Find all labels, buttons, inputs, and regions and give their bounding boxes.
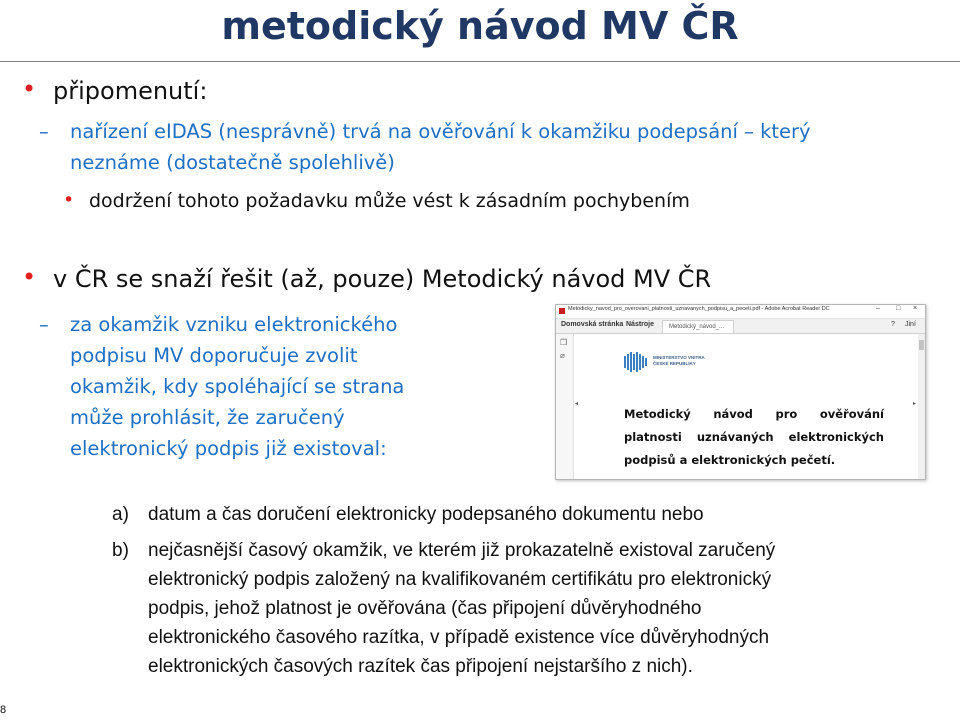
bullet-dot-icon: • — [22, 263, 37, 291]
dash-line: elektronický podpis již existoval: — [70, 437, 387, 460]
dash-line: podpisu MV doporučuje zvolit — [70, 344, 358, 367]
dash-marker-icon: – — [39, 313, 49, 336]
list-line: datum a čas doručení elektronicky podepsaného dokumentu nebo — [148, 504, 704, 525]
collapse-right-icon[interactable]: ▸ — [912, 401, 916, 407]
dash-eidas-line1: nařízení eIDAS (nesprávně) trvá na ověřování k okamžiku podepsání – který — [70, 120, 811, 143]
tab-home[interactable]: Domovská stránka — [561, 321, 624, 328]
bullet-methodology — [22, 263, 712, 293]
list-line: elektronického časového razítka, v případě existence více důvěryhodných — [148, 627, 770, 648]
dash-signature-moment — [39, 309, 405, 464]
help-icon[interactable]: ? — [891, 321, 895, 328]
list-label: b) — [112, 540, 129, 561]
dash-line: okamžik, kdy spoléhající se strana — [70, 375, 405, 398]
slide-number: 8 — [0, 704, 7, 716]
dash-marker-icon: – — [39, 120, 49, 143]
more-label[interactable]: Jiní — [905, 321, 916, 328]
window-titlebar — [556, 305, 925, 319]
close-icon[interactable]: × — [913, 305, 918, 312]
title-divider — [0, 61, 960, 62]
dash-line: za okamžik vzniku elektronického — [70, 313, 398, 336]
scrollbar[interactable] — [918, 334, 925, 479]
bullet-reminder-text: připomenutí: — [53, 77, 208, 105]
window-tabs — [556, 319, 925, 334]
bullet-reminder — [22, 75, 208, 105]
document-title-line: podpisů a elektronických pečetí. — [624, 453, 836, 467]
list-line: elektronický podpis založený na kvalifikovaném certifikátu pro elektronický — [148, 569, 772, 590]
slide-title: metodický návod MV ČR — [221, 4, 739, 48]
list-line: nejčasnější časový okamžik, ve kterém již prokazatelně existoval zaručený — [148, 540, 776, 561]
pdf-page — [596, 338, 911, 478]
document-title-line: platnosti uznávaných elektronických — [624, 430, 884, 444]
bullet-methodology-text: v ČR se snaží řešit (až, pouze) Metodický návod MV ČR — [53, 265, 712, 293]
sub-bullet-requirement-text: dodržení tohoto požadavku může vést k zásadním pochybením — [89, 190, 690, 212]
scrollbar-thumb[interactable] — [919, 340, 924, 350]
minimize-icon[interactable]: – — [876, 305, 880, 312]
bullet-dot-icon: • — [63, 189, 75, 211]
window-title: Metodicky_navod_pro_overovani_platnosti_uznavanych_podpisu_a_peceti.pdf - Adobe Acrobat Reader DC — [568, 306, 830, 312]
ministry-logo-text: MINISTERSTVO VNITRA ČESKÉ REPUBLIKY — [653, 355, 705, 366]
document-title-line: Metodický návod pro ověřování — [624, 407, 884, 421]
pdf-icon — [559, 308, 565, 314]
list-item-b — [112, 536, 776, 681]
left-toolbar — [556, 334, 574, 479]
bullet-dot-icon: • — [22, 75, 37, 103]
tab-tools[interactable]: Nástroje — [626, 321, 655, 328]
dash-eidas-line2: neznáme (dostatečně spolehlivě) — [70, 151, 395, 174]
document-title — [624, 403, 884, 472]
list-label: a) — [112, 504, 129, 525]
list-item-a — [112, 500, 704, 529]
list-line: podpis, jehož platnost je ověřována (čas připojení důvěryhodného — [148, 598, 702, 619]
acrobat-screenshot — [555, 304, 926, 480]
list-line: elektronických časových razítek čas připojení nejstaršího z nich). — [148, 656, 693, 677]
attachment-icon[interactable]: ⌀ — [560, 351, 565, 360]
pages-icon[interactable]: ❐ — [560, 338, 568, 347]
dash-eidas — [39, 116, 811, 178]
dash-line: může prohlásit, že zaručený — [70, 406, 345, 429]
maximize-icon[interactable]: □ — [896, 305, 901, 312]
collapse-left-icon[interactable]: ◂ — [575, 401, 579, 407]
tab-document[interactable]: Metodický_návod_... — [662, 320, 734, 333]
sub-bullet-requirement — [63, 189, 690, 212]
